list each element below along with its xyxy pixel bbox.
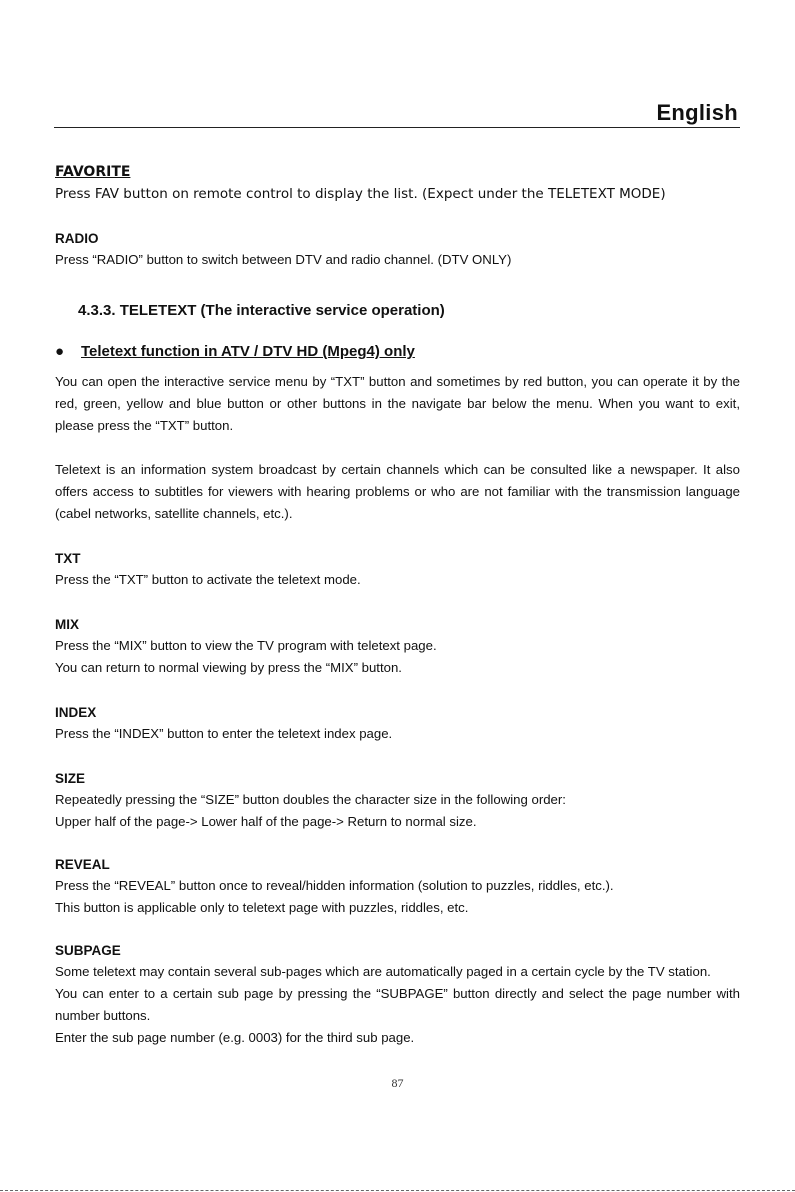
radio-text: Press “RADIO” button to switch between DTV and radio channel. (DTV ONLY) bbox=[55, 252, 512, 267]
txt-line: Press the “TXT” button to activate the teletext mode. bbox=[55, 572, 361, 587]
header-divider bbox=[54, 127, 740, 128]
reveal-line-2: This button is applicable only to teletext page with puzzles, riddles, etc. bbox=[55, 900, 469, 915]
reveal-heading: REVEAL bbox=[55, 857, 110, 872]
reveal-line-1: Press the “REVEAL” button once to reveal/hidden information (solution to puzzles, riddles, etc.). bbox=[55, 878, 614, 893]
size-heading: SIZE bbox=[55, 771, 86, 786]
subpage-paragraph-1: Some teletext may contain several sub-pages which are automatically paged in a certain cycle by the TV station. bbox=[55, 964, 711, 979]
mix-heading: MIX bbox=[55, 617, 80, 632]
mix-line-2: You can return to normal viewing by press the “MIX” button. bbox=[55, 660, 402, 675]
radio-heading: RADIO bbox=[55, 231, 99, 246]
mix-line-1: Press the “MIX” button to view the TV program with teletext page. bbox=[55, 638, 437, 653]
favorite-heading: FAVORITE bbox=[55, 164, 131, 180]
page-number: 87 bbox=[391, 1076, 404, 1090]
bullet-text: Teletext function in ATV / DTV HD (Mpeg4) only bbox=[81, 343, 415, 360]
favorite-text: Press FAV button on remote control to display the list. (Expect under the TELETEXT MODE) bbox=[55, 186, 666, 202]
subpage-paragraph-3: Enter the sub page number (e.g. 0003) for the third sub page. bbox=[55, 1030, 415, 1045]
teletext-bullet-heading bbox=[55, 341, 740, 363]
intro-paragraph-2: Teletext is an information system broadcast by certain channels which can be consulted like a newspaper. It also offers access to subtitles for viewers with hearing problems or who are not familiar with the transmission language (cabel networks, satellite channels, etc.). bbox=[55, 462, 740, 521]
page-bottom-edge bbox=[0, 1190, 795, 1191]
size-line-2: Upper half of the page-> Lower half of the page-> Return to normal size. bbox=[55, 814, 477, 829]
bullet-icon: ● bbox=[55, 343, 65, 360]
size-line-1: Repeatedly pressing the “SIZE” button doubles the character size in the following order: bbox=[55, 792, 566, 807]
index-heading: INDEX bbox=[55, 705, 97, 720]
page-content bbox=[55, 162, 740, 1049]
page-language-heading: English bbox=[656, 100, 738, 125]
subpage-paragraph-2: You can enter to a certain sub page by pressing the “SUBPAGE” button directly and select the page number with number buttons. bbox=[55, 986, 740, 1023]
intro-paragraph-1: You can open the interactive service menu by “TXT” button and sometimes by red button, you can operate it by the red, green, yellow and blue button or other buttons in the navigate bar below the menu. When you want to exit, please press the “TXT” button. bbox=[55, 374, 740, 433]
index-line: Press the “INDEX” button to enter the teletext index page. bbox=[55, 726, 393, 741]
txt-heading: TXT bbox=[55, 551, 81, 566]
subpage-heading: SUBPAGE bbox=[55, 943, 121, 958]
section-title: 4.3.3. TELETEXT (The interactive service operation) bbox=[78, 302, 445, 319]
